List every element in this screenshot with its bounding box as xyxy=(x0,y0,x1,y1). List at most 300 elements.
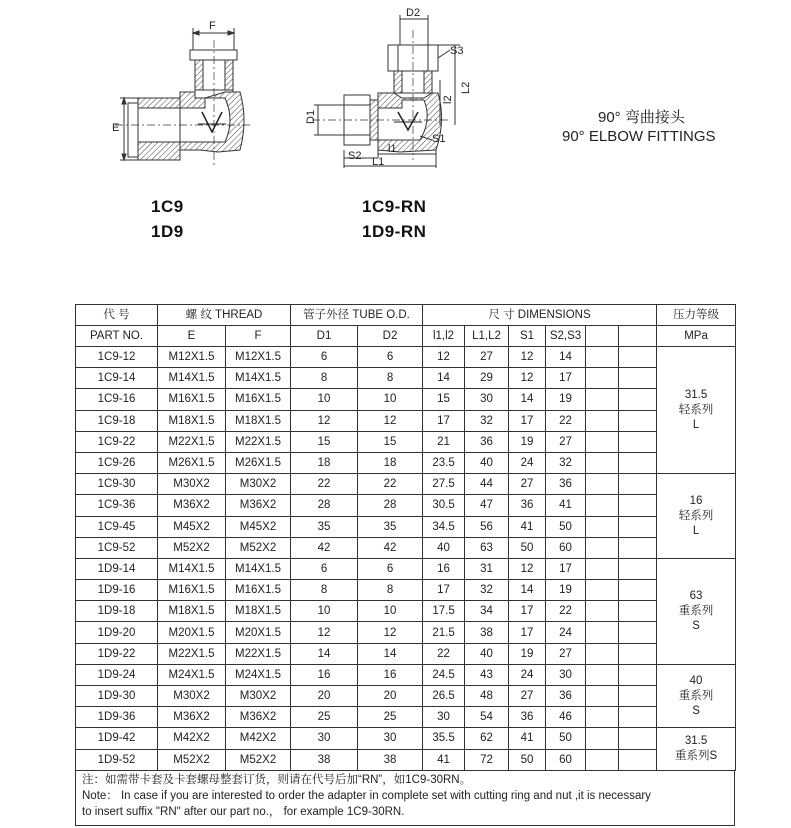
cell-s1: 14 xyxy=(509,389,546,410)
cell-thread-e: M42X2 xyxy=(158,728,226,749)
cell-d2: 12 xyxy=(358,622,423,643)
header-s2-s3: S2,S3 xyxy=(546,326,586,347)
note-cn: 注：如需带卡套及卡套螺母整套订货，则请在代号后加“RN”，如1C9-30RN。 xyxy=(82,774,472,786)
pressure-series: 重系列 xyxy=(678,689,714,702)
header-tube-od: 管子外径 TUBE O.D. xyxy=(291,305,423,326)
cell-d2: 20 xyxy=(358,686,423,707)
cell-thread-e: M45X2 xyxy=(158,516,226,537)
cell-d1: 12 xyxy=(291,410,358,431)
cell-thread-e: M24X1.5 xyxy=(158,664,226,685)
header-d2: D2 xyxy=(358,326,423,347)
description-cn: 90° 弯曲接头 xyxy=(598,109,685,126)
cell-d2: 8 xyxy=(358,580,423,601)
cell-d2: 18 xyxy=(358,452,423,473)
cell-l1-l2: 24.5 xyxy=(423,664,465,685)
cell-part-no: 1C9-18 xyxy=(76,410,158,431)
cell-thread-f: M52X2 xyxy=(226,537,291,558)
cell-blank xyxy=(586,749,619,770)
cell-s2-s3: 14 xyxy=(546,347,586,368)
table-row xyxy=(76,516,736,537)
cell-d2: 35 xyxy=(358,516,423,537)
cell-s2-s3: 19 xyxy=(546,389,586,410)
cell-thread-e: M30X2 xyxy=(158,686,226,707)
cell-blank xyxy=(619,368,657,389)
cell-blank xyxy=(619,431,657,452)
pressure-class: L xyxy=(692,524,700,537)
cell-part-no: 1C9-14 xyxy=(76,368,158,389)
cell-part-no: 1C9-36 xyxy=(76,495,158,516)
pressure-series: 轻系列 xyxy=(678,509,714,522)
cell-L1-L2: 36 xyxy=(465,431,509,452)
cell-L1-L2: 27 xyxy=(465,347,509,368)
cell-blank xyxy=(619,643,657,664)
header-blank xyxy=(586,326,619,347)
cell-thread-e: M22X1.5 xyxy=(158,431,226,452)
cell-s1: 19 xyxy=(509,643,546,664)
cell-d1: 12 xyxy=(291,622,358,643)
cell-l1-l2: 40 xyxy=(423,537,465,558)
header-dimensions: 尺 寸 DIMENSIONS xyxy=(423,305,657,326)
cell-L1-L2: 63 xyxy=(465,537,509,558)
model-label-1D9: 1D9 xyxy=(151,222,184,241)
cell-thread-f: M30X2 xyxy=(226,686,291,707)
cell-blank xyxy=(586,347,619,368)
table-row xyxy=(76,664,736,685)
note-en-line-1: Note： In case if you are interested to order the adapter in complete set with cutting ring and nut ,it is necessary xyxy=(82,790,651,802)
cell-d1: 22 xyxy=(291,474,358,495)
cell-d2: 6 xyxy=(358,558,423,579)
cell-blank xyxy=(619,707,657,728)
cell-d1: 6 xyxy=(291,347,358,368)
cell-blank xyxy=(619,664,657,685)
cell-l1-l2: 16 xyxy=(423,558,465,579)
cell-L1-L2: 32 xyxy=(465,580,509,601)
cell-thread-f: M16X1.5 xyxy=(226,580,291,601)
cell-s1: 41 xyxy=(509,516,546,537)
cell-L1-L2: 32 xyxy=(465,410,509,431)
pressure-value: 16 xyxy=(689,494,703,507)
header-d1: D1 xyxy=(291,326,358,347)
cell-blank xyxy=(619,686,657,707)
note-en-line-2: to insert suffix "RN" after our part no.， for example 1C9-30RN. xyxy=(82,806,405,818)
cell-blank xyxy=(619,749,657,770)
cell-d1: 30 xyxy=(291,728,358,749)
header-s1: S1 xyxy=(509,326,546,347)
table-header-row-1 xyxy=(76,305,736,326)
cell-s2-s3: 17 xyxy=(546,558,586,579)
cell-L1-L2: 40 xyxy=(465,643,509,664)
table-row xyxy=(76,601,736,622)
cell-blank xyxy=(586,622,619,643)
cell-d2: 15 xyxy=(358,431,423,452)
cell-d2: 6 xyxy=(358,347,423,368)
elbow-drawing-left xyxy=(115,28,250,165)
cell-blank xyxy=(619,410,657,431)
cell-l1-l2: 17 xyxy=(423,580,465,601)
cell-l1-l2: 17.5 xyxy=(423,601,465,622)
cell-blank xyxy=(586,707,619,728)
pressure-value: 40 xyxy=(689,674,703,687)
cell-blank xyxy=(619,452,657,473)
order-note xyxy=(75,770,735,826)
cell-thread-f: M22X1.5 xyxy=(226,431,291,452)
cell-s2-s3: 50 xyxy=(546,728,586,749)
cell-part-no: 1D9-36 xyxy=(76,707,158,728)
cell-L1-L2: 54 xyxy=(465,707,509,728)
cell-blank xyxy=(619,389,657,410)
cell-d1: 28 xyxy=(291,495,358,516)
cell-l1-l2: 12 xyxy=(423,347,465,368)
cell-thread-f: M36X2 xyxy=(226,707,291,728)
cell-thread-e: M30X2 xyxy=(158,474,226,495)
pressure-series: 重系列S xyxy=(674,750,718,763)
cell-thread-e: M52X2 xyxy=(158,537,226,558)
cell-s2-s3: 36 xyxy=(546,686,586,707)
cell-blank xyxy=(619,474,657,495)
cell-s2-s3: 50 xyxy=(546,516,586,537)
table-row xyxy=(76,347,736,368)
cell-l1-l2: 14 xyxy=(423,368,465,389)
cell-part-no: 1D9-22 xyxy=(76,643,158,664)
dim-label-l1: l1 xyxy=(388,143,397,155)
cell-blank xyxy=(586,558,619,579)
cell-s1: 12 xyxy=(509,558,546,579)
cell-L1-L2: 29 xyxy=(465,368,509,389)
cell-d2: 12 xyxy=(358,410,423,431)
cell-d1: 16 xyxy=(291,664,358,685)
cell-s2-s3: 30 xyxy=(546,664,586,685)
cell-thread-e: M18X1.5 xyxy=(158,601,226,622)
table-row xyxy=(76,389,736,410)
cell-part-no: 1C9-45 xyxy=(76,516,158,537)
cell-l1-l2: 30 xyxy=(423,707,465,728)
table-row xyxy=(76,580,736,601)
cell-s2-s3: 24 xyxy=(546,622,586,643)
cell-d1: 42 xyxy=(291,537,358,558)
cell-thread-e: M52X2 xyxy=(158,749,226,770)
cell-thread-e: M16X1.5 xyxy=(158,580,226,601)
pressure-class: S xyxy=(692,619,700,632)
pressure-class-cell xyxy=(657,474,736,559)
dim-label-D2: D2 xyxy=(406,7,421,19)
cell-s2-s3: 22 xyxy=(546,601,586,622)
cell-L1-L2: 43 xyxy=(465,664,509,685)
cell-thread-f: M12X1.5 xyxy=(226,347,291,368)
cell-blank xyxy=(586,431,619,452)
cell-thread-f: M30X2 xyxy=(226,474,291,495)
header-code: 代 号 xyxy=(76,305,158,326)
cell-l1-l2: 21.5 xyxy=(423,622,465,643)
dim-label-l2: l2 xyxy=(442,95,454,104)
cell-part-no: 1D9-30 xyxy=(76,686,158,707)
cell-d1: 10 xyxy=(291,389,358,410)
table-row xyxy=(76,686,736,707)
cell-L1-L2: 34 xyxy=(465,601,509,622)
cell-part-no: 1D9-20 xyxy=(76,622,158,643)
table-row xyxy=(76,622,736,643)
cell-d2: 38 xyxy=(358,749,423,770)
cell-d1: 18 xyxy=(291,452,358,473)
pressure-class: S xyxy=(692,704,700,717)
cell-blank xyxy=(619,580,657,601)
pressure-series: 轻系列 xyxy=(678,403,714,416)
cell-thread-f: M45X2 xyxy=(226,516,291,537)
cell-thread-e: M18X1.5 xyxy=(158,410,226,431)
cell-thread-e: M20X1.5 xyxy=(158,622,226,643)
dim-label-D1: D1 xyxy=(305,109,317,124)
cell-part-no: 1D9-18 xyxy=(76,601,158,622)
pressure-class-cell xyxy=(657,664,736,728)
header-part-no: PART NO. xyxy=(76,326,158,347)
cell-thread-e: M36X2 xyxy=(158,707,226,728)
cell-d2: 28 xyxy=(358,495,423,516)
cell-s1: 24 xyxy=(509,452,546,473)
cell-part-no: 1C9-30 xyxy=(76,474,158,495)
header-mpa: MPa xyxy=(657,326,736,347)
cell-blank xyxy=(586,643,619,664)
cell-l1-l2: 22 xyxy=(423,643,465,664)
cell-s1: 17 xyxy=(509,622,546,643)
cell-d1: 38 xyxy=(291,749,358,770)
cell-d1: 8 xyxy=(291,368,358,389)
cell-d2: 16 xyxy=(358,664,423,685)
cell-L1-L2: 31 xyxy=(465,558,509,579)
cell-blank xyxy=(586,368,619,389)
table-header-row-2 xyxy=(76,326,736,347)
cell-d1: 8 xyxy=(291,580,358,601)
header-thread: 螺 纹 THREAD xyxy=(158,305,291,326)
cell-part-no: 1D9-52 xyxy=(76,749,158,770)
cell-blank xyxy=(586,664,619,685)
cell-d2: 14 xyxy=(358,643,423,664)
cell-part-no: 1C9-22 xyxy=(76,431,158,452)
table-row xyxy=(76,452,736,473)
cell-blank xyxy=(586,389,619,410)
table-row xyxy=(76,728,736,749)
table-row xyxy=(76,643,736,664)
dim-label-L1: L1 xyxy=(372,156,385,168)
model-label-1C9-RN: 1C9-RN xyxy=(362,197,427,216)
table-row xyxy=(76,410,736,431)
cell-l1-l2: 35.5 xyxy=(423,728,465,749)
pressure-value: 63 xyxy=(689,589,703,602)
cell-blank xyxy=(619,728,657,749)
table-row xyxy=(76,537,736,558)
table-row xyxy=(76,431,736,452)
cell-L1-L2: 48 xyxy=(465,686,509,707)
cell-blank xyxy=(586,474,619,495)
cell-blank xyxy=(619,347,657,368)
cell-thread-e: M16X1.5 xyxy=(158,389,226,410)
cell-d2: 30 xyxy=(358,728,423,749)
cell-s1: 27 xyxy=(509,474,546,495)
cell-thread-f: M26X1.5 xyxy=(226,452,291,473)
cell-thread-f: M36X2 xyxy=(226,495,291,516)
cell-s1: 27 xyxy=(509,686,546,707)
cell-L1-L2: 30 xyxy=(465,389,509,410)
table-row xyxy=(76,368,736,389)
cell-s2-s3: 19 xyxy=(546,580,586,601)
cell-blank xyxy=(619,622,657,643)
cell-d2: 8 xyxy=(358,368,423,389)
cell-blank xyxy=(619,558,657,579)
cell-s1: 17 xyxy=(509,410,546,431)
pressure-class: L xyxy=(692,418,700,431)
cell-s1: 50 xyxy=(509,749,546,770)
header-blank xyxy=(619,326,657,347)
table-row xyxy=(76,495,736,516)
cell-d1: 20 xyxy=(291,686,358,707)
cell-L1-L2: 62 xyxy=(465,728,509,749)
cell-blank xyxy=(586,601,619,622)
cell-blank xyxy=(586,516,619,537)
cell-part-no: 1C9-16 xyxy=(76,389,158,410)
cell-s2-s3: 41 xyxy=(546,495,586,516)
cell-blank xyxy=(586,580,619,601)
cell-l1-l2: 30.5 xyxy=(423,495,465,516)
header-L1-L2: L1,L2 xyxy=(465,326,509,347)
cell-l1-l2: 34.5 xyxy=(423,516,465,537)
cell-s2-s3: 60 xyxy=(546,537,586,558)
cell-thread-e: M14X1.5 xyxy=(158,368,226,389)
model-label-1C9: 1C9 xyxy=(151,197,184,216)
cell-thread-f: M22X1.5 xyxy=(226,643,291,664)
cell-part-no: 1D9-16 xyxy=(76,580,158,601)
cell-part-no: 1D9-42 xyxy=(76,728,158,749)
cell-d1: 6 xyxy=(291,558,358,579)
cell-blank xyxy=(586,495,619,516)
cell-s2-s3: 22 xyxy=(546,410,586,431)
cell-thread-e: M12X1.5 xyxy=(158,347,226,368)
cell-d1: 15 xyxy=(291,431,358,452)
cell-s1: 24 xyxy=(509,664,546,685)
header-l1-l2: l1,l2 xyxy=(423,326,465,347)
cell-thread-e: M36X2 xyxy=(158,495,226,516)
cell-d2: 22 xyxy=(358,474,423,495)
table-row xyxy=(76,749,736,770)
cell-l1-l2: 27.5 xyxy=(423,474,465,495)
dim-label-L2: L2 xyxy=(460,81,472,94)
cell-s1: 36 xyxy=(509,495,546,516)
pressure-class-cell xyxy=(657,728,736,770)
cell-blank xyxy=(619,495,657,516)
cell-d2: 42 xyxy=(358,537,423,558)
cell-L1-L2: 40 xyxy=(465,452,509,473)
cell-d1: 25 xyxy=(291,707,358,728)
cell-blank xyxy=(586,452,619,473)
pressure-value: 31.5 xyxy=(684,388,708,401)
cell-s2-s3: 60 xyxy=(546,749,586,770)
cell-part-no: 1C9-12 xyxy=(76,347,158,368)
cell-thread-f: M18X1.5 xyxy=(226,410,291,431)
cell-thread-f: M24X1.5 xyxy=(226,664,291,685)
pressure-series: 重系列 xyxy=(678,604,714,617)
cell-d1: 14 xyxy=(291,643,358,664)
cell-L1-L2: 72 xyxy=(465,749,509,770)
cell-l1-l2: 21 xyxy=(423,431,465,452)
cell-L1-L2: 56 xyxy=(465,516,509,537)
cell-s1: 50 xyxy=(509,537,546,558)
cell-blank xyxy=(586,537,619,558)
table-row xyxy=(76,558,736,579)
header-pressure: 压力等级 xyxy=(657,305,736,326)
dim-label-S2: S2 xyxy=(348,150,362,162)
cell-s2-s3: 46 xyxy=(546,707,586,728)
cell-s1: 14 xyxy=(509,580,546,601)
cell-blank xyxy=(619,516,657,537)
dimensions-table xyxy=(75,304,736,771)
cell-l1-l2: 41 xyxy=(423,749,465,770)
cell-l1-l2: 26.5 xyxy=(423,686,465,707)
cell-thread-f: M16X1.5 xyxy=(226,389,291,410)
cell-s1: 36 xyxy=(509,707,546,728)
cell-thread-f: M18X1.5 xyxy=(226,601,291,622)
cell-s2-s3: 32 xyxy=(546,452,586,473)
table-row xyxy=(76,474,736,495)
dim-label-S3: S3 xyxy=(450,45,464,57)
cell-s2-s3: 27 xyxy=(546,643,586,664)
model-label-1D9-RN: 1D9-RN xyxy=(362,222,427,241)
dim-label-S1: S1 xyxy=(432,133,446,145)
cell-s2-s3: 27 xyxy=(546,431,586,452)
cell-s1: 12 xyxy=(509,347,546,368)
cell-d2: 10 xyxy=(358,389,423,410)
cell-d1: 35 xyxy=(291,516,358,537)
cell-d2: 25 xyxy=(358,707,423,728)
table-row xyxy=(76,707,736,728)
description-en: 90° ELBOW FITTINGS xyxy=(562,128,716,145)
cell-l1-l2: 17 xyxy=(423,410,465,431)
header-f: F xyxy=(226,326,291,347)
pressure-class-cell xyxy=(657,347,736,474)
cell-blank xyxy=(586,728,619,749)
cell-L1-L2: 44 xyxy=(465,474,509,495)
cell-blank xyxy=(619,537,657,558)
cell-d2: 10 xyxy=(358,601,423,622)
cell-blank xyxy=(586,410,619,431)
cell-L1-L2: 47 xyxy=(465,495,509,516)
cell-thread-e: M26X1.5 xyxy=(158,452,226,473)
cell-part-no: 1C9-26 xyxy=(76,452,158,473)
cell-l1-l2: 23.5 xyxy=(423,452,465,473)
cell-L1-L2: 38 xyxy=(465,622,509,643)
cell-s2-s3: 17 xyxy=(546,368,586,389)
dim-label-F: F xyxy=(209,20,216,32)
pressure-value: 31.5 xyxy=(684,735,708,748)
cell-thread-f: M42X2 xyxy=(226,728,291,749)
cell-part-no: 1D9-14 xyxy=(76,558,158,579)
cell-s2-s3: 36 xyxy=(546,474,586,495)
elbow-drawing-right xyxy=(312,15,460,168)
technical-drawing xyxy=(0,0,791,290)
cell-blank xyxy=(586,686,619,707)
cell-s1: 19 xyxy=(509,431,546,452)
dim-label-E: E xyxy=(112,122,120,134)
cell-l1-l2: 15 xyxy=(423,389,465,410)
cell-thread-f: M14X1.5 xyxy=(226,368,291,389)
cell-s1: 41 xyxy=(509,728,546,749)
header-e: E xyxy=(158,326,226,347)
cell-thread-f: M20X1.5 xyxy=(226,622,291,643)
pressure-class-cell xyxy=(657,558,736,664)
cell-thread-e: M14X1.5 xyxy=(158,558,226,579)
cell-part-no: 1C9-52 xyxy=(76,537,158,558)
cell-d1: 10 xyxy=(291,601,358,622)
cell-thread-f: M52X2 xyxy=(226,749,291,770)
cell-s1: 17 xyxy=(509,601,546,622)
cell-blank xyxy=(619,601,657,622)
cell-thread-f: M14X1.5 xyxy=(226,558,291,579)
